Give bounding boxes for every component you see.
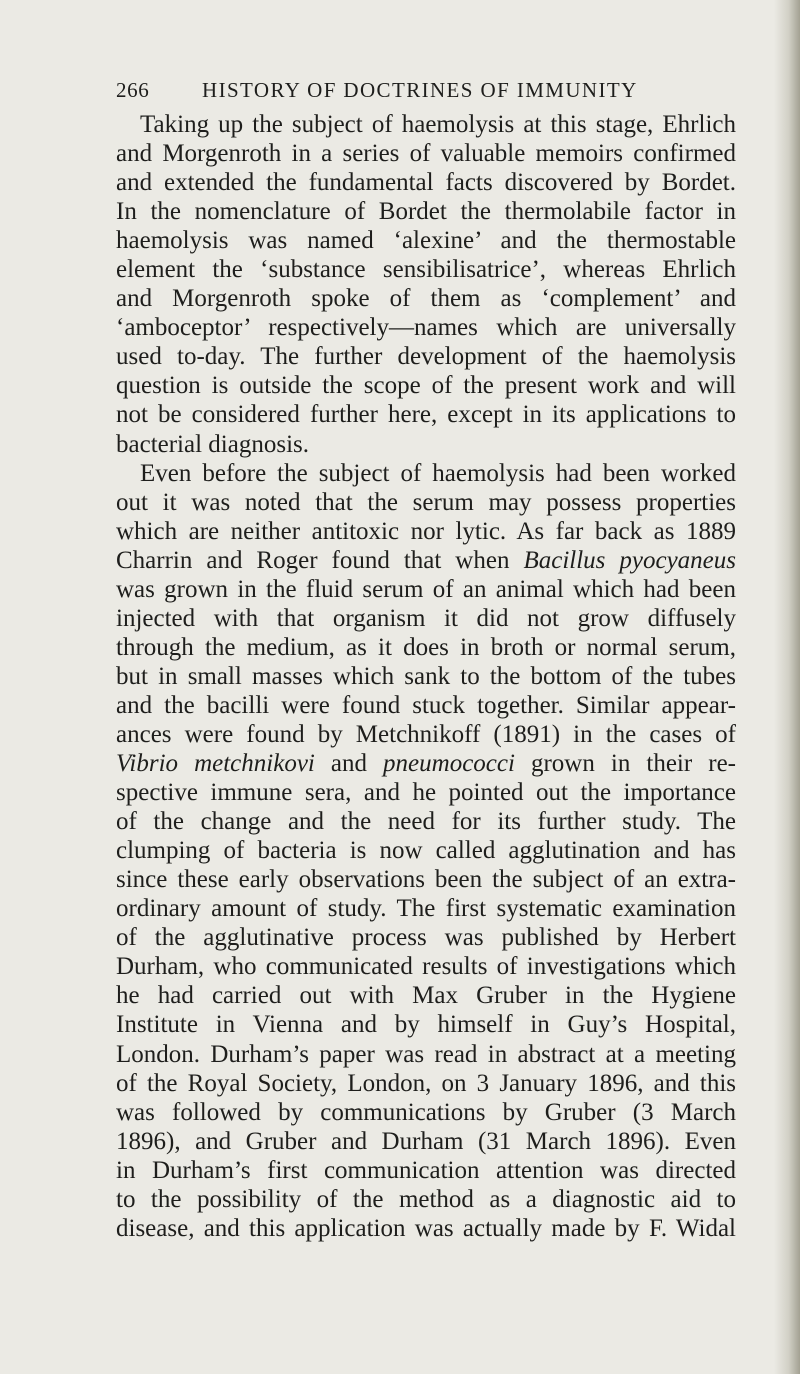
text-line: and Morgenroth spoke of them as ‘complement’ and (116, 285, 736, 313)
text-line: used to-day. The further development of the haemolysis (116, 343, 736, 371)
text-line: Durham, who communicated results of investigations which (116, 953, 736, 981)
text-line: Taking up the subject of haemolysis at this stage, Ehrlich (140, 111, 736, 138)
text-line: In the nomenclature of Bordet the thermolabile factor in (116, 198, 736, 226)
italic-term: pneumococci (383, 750, 515, 778)
text-line: through the medium, as it does in broth or normal serum, (116, 633, 736, 661)
text-line: since these early observations been the subject of an extra- (116, 866, 736, 894)
text-line: haemolysis was named ‘alexine’ and the thermostable (116, 227, 736, 255)
text-line: in Durham’s first communication attention was directed (116, 1156, 736, 1184)
text-line: which are neither antitoxic nor lytic. As far back as 1889 (116, 517, 736, 545)
text-line: to the possibility of the method as a diagnostic aid to (116, 1185, 736, 1213)
text-line: disease, and this application was actually made by F. Widal (116, 1214, 736, 1242)
text-line: out it was noted that the serum may possess properties (116, 488, 736, 516)
text-line: London. Durham’s paper was read in abstract at a meeting (116, 1040, 736, 1068)
text-line: he had carried out with Max Gruber in the Hygiene (116, 982, 736, 1010)
text-line (116, 749, 736, 778)
italic-term: Bacillus pyocyaneus (523, 546, 736, 574)
text-line: question is outside the scope of the present work and will (116, 372, 736, 400)
running-head: HISTORY OF DOCTRINES OF IMMUNITY (202, 78, 638, 102)
text-line: ‘amboceptor’ respectively—names which are universally (116, 314, 736, 342)
page-edge-shadow (774, 0, 800, 1374)
text-line: but in small masses which sank to the bottom of the tubes (116, 662, 736, 690)
text-line: ances were found by Metchnikoff (1891) in the cases of (116, 720, 736, 748)
text-line: was followed by communications by Gruber (3 March (116, 1098, 736, 1126)
text-line: of the Royal Society, London, on 3 January 1896, and this (116, 1069, 736, 1097)
text-run: grown in their re- (514, 750, 736, 778)
text-line: and the bacilli were found stuck together. Similar appear- (116, 691, 736, 719)
text-line: and Morgenroth in a series of valuable memoirs confirmed (116, 140, 736, 168)
text-line: clumping of bacteria is now called agglutination and has (116, 837, 736, 865)
text-line: 1896), and Gruber and Durham (31 March 1896). Even (116, 1127, 736, 1155)
page-number: 266 (116, 78, 150, 102)
text-line: of the change and the need for its further study. The (116, 808, 736, 836)
text-line: and extended the fundamental facts discovered by Bordet. (116, 169, 736, 197)
text-line: injected with that organism it did not grow diffusely (116, 604, 736, 632)
text-line: element the ‘substance sensibilisatrice’, whereas Ehrlich (116, 256, 736, 284)
page-header (116, 78, 716, 108)
text-line: of the agglutinative process was published by Herbert (116, 924, 736, 952)
text-line: not be considered further here, except in its applications to (116, 401, 736, 429)
text-line: bacterial diagnosis. (116, 430, 309, 458)
italic-term: Vibrio metchnikovi (116, 750, 315, 778)
text-line (116, 546, 736, 575)
text-line: was grown in the fluid serum of an animal which had been (116, 575, 736, 603)
text-line: Even before the subject of haemolysis had been worked (140, 459, 736, 487)
text-line: ordinary amount of study. The first systematic examination (116, 895, 736, 923)
text-run: Charrin and Roger found that when (116, 546, 524, 574)
text-run: and (314, 750, 384, 778)
text-line: Institute in Vienna and by himself in Guy’s Hospital, (116, 1011, 736, 1039)
body-text (116, 110, 736, 1243)
text-line: spective immune sera, and he pointed out the importance (116, 779, 736, 807)
